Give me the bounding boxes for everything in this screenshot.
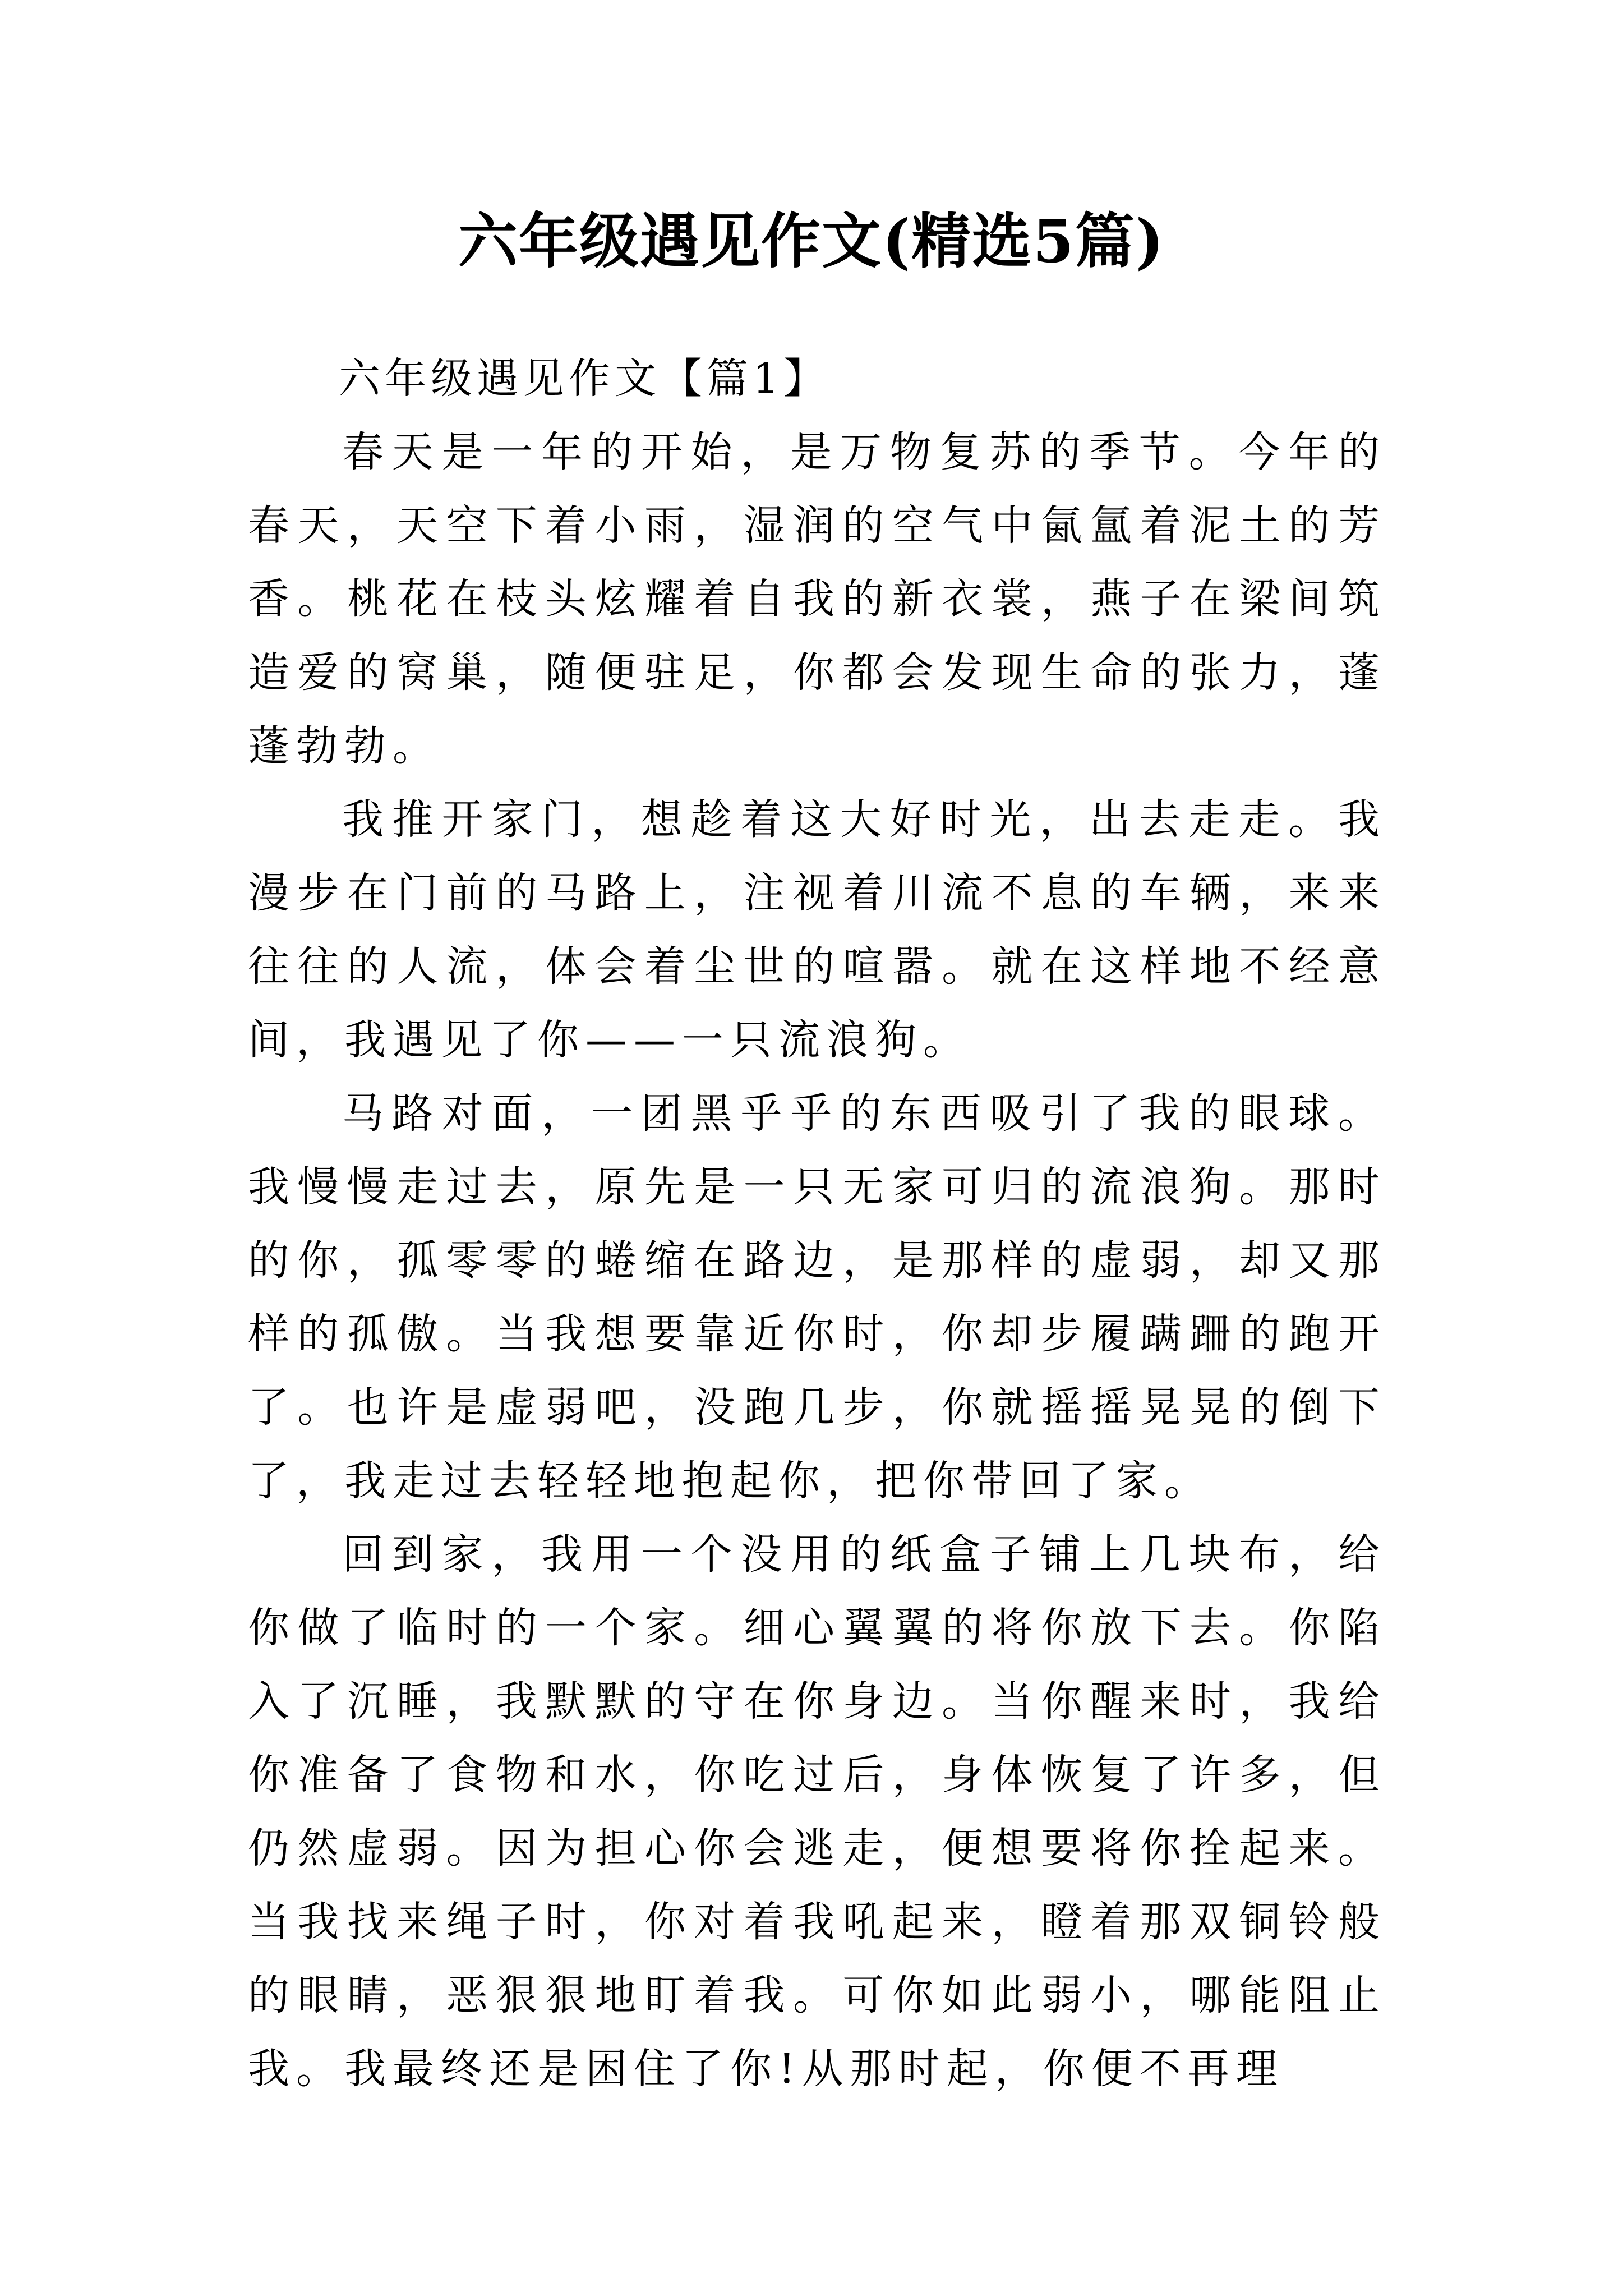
paragraph-1: 春天是一年的开始，是万物复苏的季节。今年的春天，天空下着小雨，湿润的空气中氤氲着泥土的芳香。桃花在枝头炫耀着自我的新衣裳，燕子在梁间筑造爱的窝巢，随便驻足，你都会发现生命的张力，蓬蓬勃勃。 bbox=[248, 428, 1386, 770]
paragraph-4: 回到家，我用一个没用的纸盒子铺上几块布，给你做了临时的一个家。细心翼翼的将你放下去。你陷入了沉睡，我默默的守在你身边。当你醒来时，我给你准备了食物和水，你吃过后，身体恢复了许多，但仍然虚弱。因为担心你会逃走，便想要将你拴起来。当我找来绳子时，你对着我吼起来，瞪着那双铜铃般的眼睛，恶狠狠地盯着我。可你如此弱小，哪能阻止我。我最终还是困住了你!从那时起，你便不再理 bbox=[248, 1530, 1386, 2093]
document-title: 六年级遇见作文(精选5篇) bbox=[458, 206, 1165, 276]
paragraph-2: 我推开家门，想趁着这大好时光，出去走走。我漫步在门前的马路上，注视着川流不息的车辆，来来往往的人流，体会着尘世的喧嚣。就在这样地不经意间，我遇见了你——一只流浪狗。 bbox=[248, 795, 1386, 1064]
paragraph-3: 马路对面，一团黑乎乎的东西吸引了我的眼球。我慢慢走过去，原先是一只无家可归的流浪狗。那时的你，孤零零的蜷缩在路边，是那样的虚弱，却又那样的孤傲。当我想要靠近你时，你却步履蹒跚的跑开了。也许是虚弱吧，没跑几步，你就摇摇晃晃的倒下了，我走过去轻轻地抱起你，把你带回了家。 bbox=[248, 1089, 1386, 1505]
section-heading: 六年级遇见作文【篇1】 bbox=[339, 355, 830, 403]
document-body bbox=[248, 342, 1386, 2106]
